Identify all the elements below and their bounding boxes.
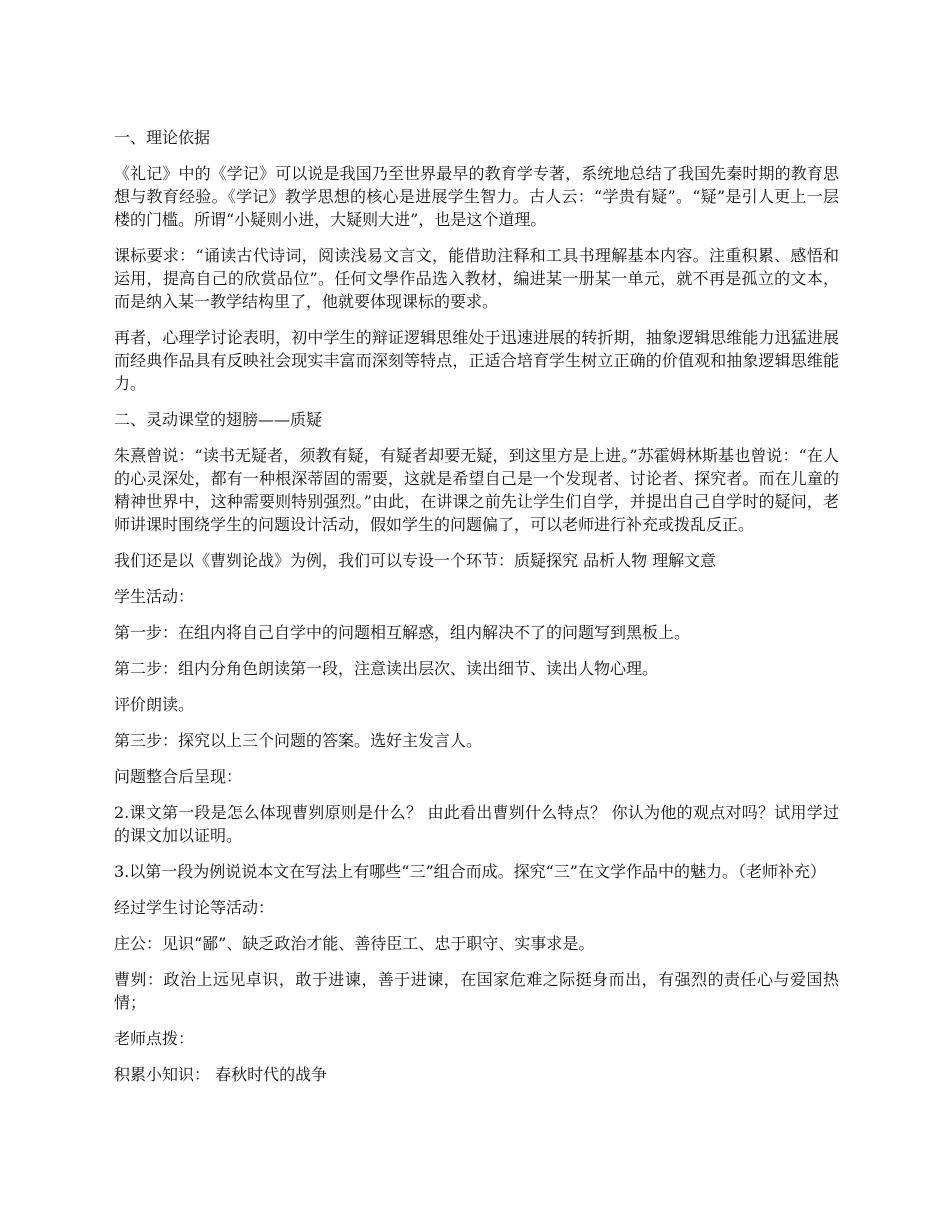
paragraph-question-three: 3.以第一段为例说说本文在写法上有哪些“三”组合而成。探究“三”在文学作品中的魅力。（老师补充） [114,862,826,881]
paragraph-teacher-guidance: 老师点拨： [114,1029,195,1048]
paragraph-psychology: 再者，心理学讨论表明，初中学生的辩证逻辑思维处于迅速进展的转折期，抽象逻辑思维能力迅猛进展而经典作品具有反映社会现实丰富而深刻等特点，正适合培育学生树立正确的价值观和抽象逻辑思维能力。 [114,328,839,393]
paragraph-zhuanggong: 庄公：见识“鄙”、缺乏政治才能、善待臣工、忠于职守、实事求是。 [114,934,595,953]
paragraph-questions-intro: 问题整合后呈现： [114,767,243,786]
paragraph-xueji: 《礼记》中的《学记》可以说是我国乃至世界最早的教育学专著，系统地总结了我国先秦时期的教育思想与教育经验。《学记》教学思想的核心是进展学生智力。古人云：“学贵有疑”。“疑”是引人更上一层楼的门槛。所谓“小疑则小进，大疑则大进”，也是这个道理。 [114,164,839,229]
paragraph-example: 我们还是以《曹刿论战》为例，我们可以专设一个环节：质疑探究 品析人物 理解文意 [114,551,717,570]
paragraph-step-one: 第一步：在组内将自己自学中的问题相互解惑，组内解决不了的问题写到黑板上。 [114,623,691,642]
paragraph-after-discussion: 经过学生讨论等活动： [114,898,275,917]
document-body [114,126,839,1099]
paragraph-student-activity: 学生活动： [114,587,195,606]
paragraph-evaluate-reading: 评价朗读。 [114,695,195,714]
paragraph-caogui: 曹刿：政治上远见卓识，敢于进谏，善于进谏，在国家危难之际挺身而出，有强烈的责任心与爱国热情； [114,970,839,1012]
paragraph-question-two: 2.课文第一段是怎么体现曹刿原则是什么？ 由此看出曹刿什么特点？ 你认为他的观点对吗？试用学过的课文加以证明。 [114,803,839,845]
paragraph-curriculum-standard: 课标要求：“诵读古代诗词，阅读浅易文言文，能借助注释和工具书理解基本内容。注重积累、感悟和运用，提高自己的欣赏品位”。任何文學作品选入教材，编进某一册某一单元，就不再是孤立的文本，而是纳入某一教学结构里了，他就要体现课标的要求。 [114,246,839,311]
paragraph-step-two: 第二步：组内分角色朗读第一段，注意读出层次、读出细节、读出人物心理。 [114,659,659,678]
paragraph-knowledge: 积累小知识： 春秋时代的战争 [114,1065,328,1084]
section-heading-questioning: 二、灵动课堂的翅膀——质疑 [114,410,323,429]
section-heading-theory: 一、理论依据 [114,128,211,147]
paragraph-quotes: 朱熹曾说：“读书无疑者，须教有疑，有疑者却要无疑，到这里方是上进。”苏霍姆林斯基也曾说：“在人的心灵深处，都有一种根深蒂固的需要，这就是希望自己是一个发现者、讨论者、探究者。而在儿童的精神世界中，这种需要则特别强烈。”由此，在讲课之前先让学生们自学，并提出自己自学时的疑问，老师讲课时围绕学生的问题设计活动，假如学生的问题偏了，可以老师进行补充或拨乱反正。 [114,446,839,534]
paragraph-step-three: 第三步：探究以上三个问题的答案。选好主发言人。 [114,731,483,750]
